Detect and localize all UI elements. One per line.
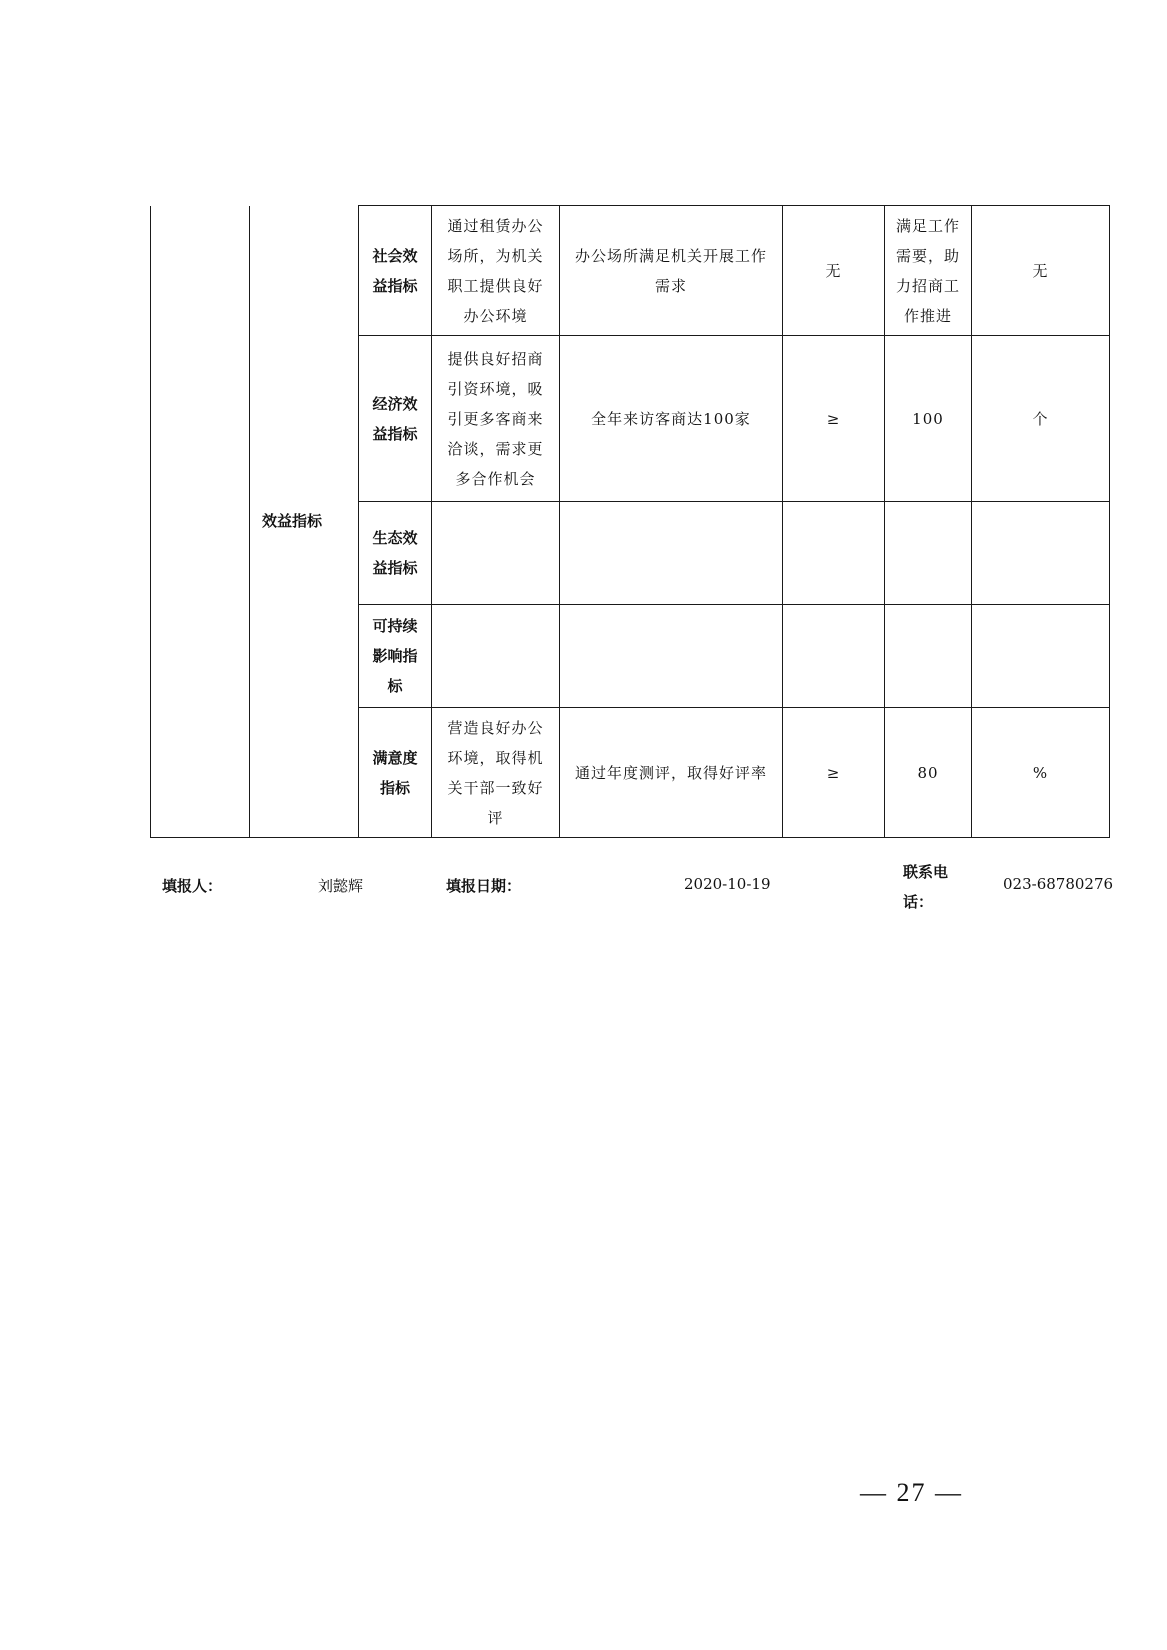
phone-label: 联系电话：: [903, 863, 949, 911]
indicator-content-cell: [432, 708, 560, 838]
indicator-value-cell: [885, 708, 972, 838]
indicator-target: 办公场所满足机关开展工作需求: [574, 246, 767, 295]
indicator-operator-cell: ≥: [783, 708, 885, 838]
indicator-content-cell: [432, 605, 560, 708]
indicator-value: 满足工作需要，助力招商工作推进: [895, 216, 960, 325]
indicator-target-cell: [560, 502, 783, 605]
indicator-value: 80: [917, 763, 939, 782]
indicator-unit-cell: 无: [972, 206, 1110, 336]
indicator-operator-cell: [783, 605, 885, 708]
indicator-name: 满意度指标: [372, 748, 418, 797]
indicator-target-cell: [560, 708, 783, 838]
indicator-unit-cell: [972, 502, 1110, 605]
indicator-target: 全年来访客商达100家: [591, 409, 751, 428]
indicator-value-cell: [885, 206, 972, 336]
indicator-name: 生态效益指标: [372, 529, 418, 577]
indicator-content: 通过租赁办公场所，为机关职工提供良好办公环境: [447, 216, 544, 325]
indicator-target: 通过年度测评，取得好评率: [574, 763, 767, 782]
indicator-content-cell: [432, 206, 560, 336]
indicator-operator-cell: [783, 502, 885, 605]
indicator-value: 100: [912, 409, 944, 428]
indicator-content-cell: [432, 502, 560, 605]
fill-date-label: 填报日期：: [446, 877, 522, 895]
indicator-target-cell: [560, 605, 783, 708]
table-row: [151, 206, 1110, 336]
level2-indicator-cell: 效益指标: [250, 206, 359, 838]
level3-indicator-cell: [359, 605, 432, 708]
indicator-value-cell: [885, 502, 972, 605]
indicator-name: 可持续影响指标: [372, 617, 418, 695]
indicator-value-cell: [885, 336, 972, 502]
indicator-content: 提供良好招商引资环境，吸引更多客商来洽谈，需求更多合作机会: [447, 349, 544, 488]
indicator-name: 社会效益指标: [372, 246, 418, 295]
phone-number: 023-68780276: [1003, 875, 1114, 893]
level1-indicator-cell: [151, 206, 250, 838]
level3-indicator-cell: [359, 708, 432, 838]
indicator-target-cell: [560, 336, 783, 502]
indicator-table-wrapper: [150, 205, 1110, 838]
indicator-value-cell: [885, 605, 972, 708]
indicator-target-cell: [560, 206, 783, 336]
indicator-unit-cell: %: [972, 708, 1110, 838]
indicator-name: 经济效益指标: [372, 394, 418, 443]
level3-indicator-cell: [359, 336, 432, 502]
level3-indicator-cell: [359, 502, 432, 605]
fill-date: 2020-10-19: [684, 875, 771, 893]
indicator-unit-cell: [972, 605, 1110, 708]
indicator-content: 营造良好办公环境，取得机关干部一致好评: [447, 718, 544, 827]
performance-indicator-table: [150, 205, 1110, 838]
indicator-operator-cell: ≥: [783, 336, 885, 502]
filler-name: 刘懿辉: [318, 877, 364, 895]
indicator-unit-cell: 个: [972, 336, 1110, 502]
filler-label: 填报人：: [162, 877, 223, 895]
indicator-content-cell: [432, 336, 560, 502]
level3-indicator-cell: [359, 206, 432, 336]
page-number: — 27 —: [860, 1478, 963, 1507]
indicator-operator-cell: 无: [783, 206, 885, 336]
